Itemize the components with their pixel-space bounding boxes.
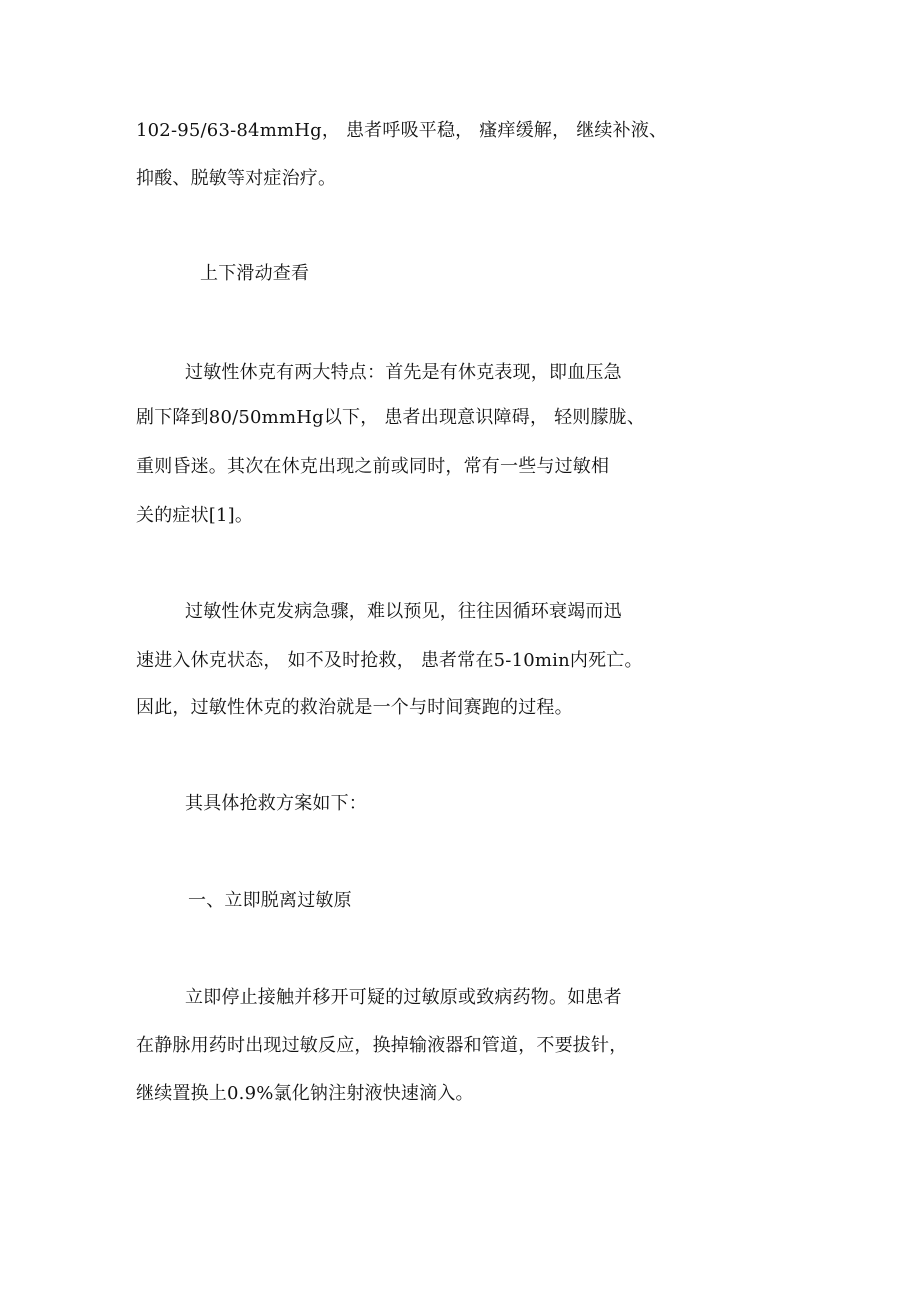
sudden-onset-line-1: 过敏性休克发病急骤，难以预见，往往因循环衰竭而迅 [185,601,622,622]
section-1-heading: 一、立即脱离过敏原 [188,890,352,911]
scroll-hint: 上下滑动查看 [200,263,310,284]
sudden-onset-line-2: 速进入休克状态， 如不及时抢救， 患者常在5-10min内死亡。 [136,650,643,671]
continuation-line-1: 102-95/63-84mmHg， 患者呼吸平稳， 瘙痒缓解， 继续补液、 [136,120,668,141]
section-1-line-1: 立即停止接触并移开可疑的过敏原或致病药物。如患者 [185,987,622,1008]
shock-features-line-3: 重则昏迷。其次在休克出现之前或同时，常有一些与过敏相 [136,456,610,477]
section-1-line-3: 继续置换上0.9%氯化钠注射液快速滴入。 [136,1083,474,1104]
sudden-onset-line-3: 因此，过敏性休克的救治就是一个与时间赛跑的过程。 [136,697,573,718]
rescue-intro: 其具体抢救方案如下： [185,793,367,814]
shock-features-line-1: 过敏性休克有两大特点：首先是有休克表现，即血压急 [185,362,622,383]
continuation-line-2: 抑酸、脱敏等对症治疗。 [136,168,337,189]
section-1-line-2: 在静脉用药时出现过敏反应，换掉输液器和管道，不要拔针， [136,1035,628,1056]
shock-features-line-2: 剧下降到80/50mmHg以下， 患者出现意识障碍， 轻则朦胧、 [136,407,646,428]
shock-features-line-4: 关的症状[1]。 [136,505,254,526]
